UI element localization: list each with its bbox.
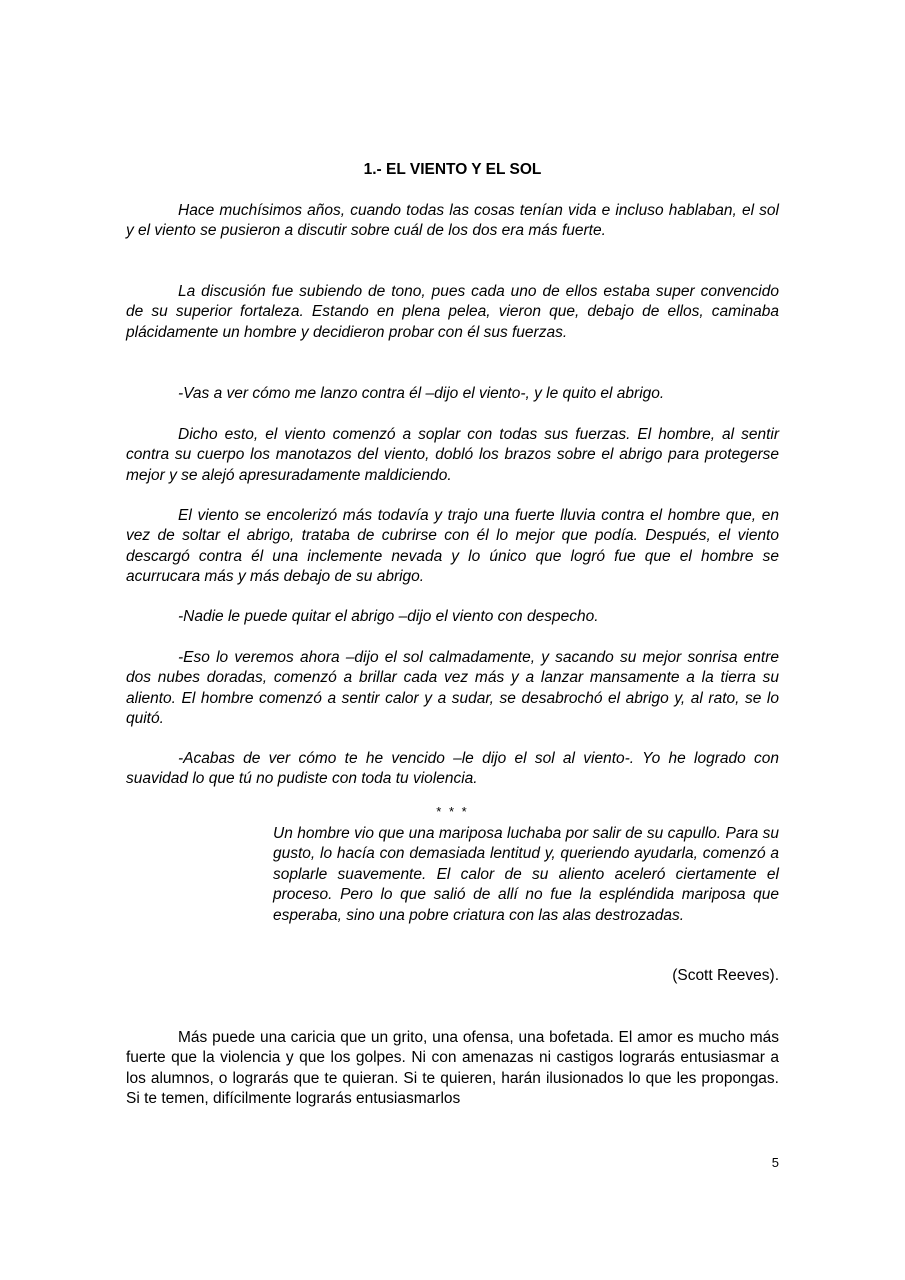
quote-block: Un hombre vio que una mariposa luchaba por salir de su capullo. Para su gusto, lo hacía con demasiada lentitud y, queriendo ayudarla, comenzó a soplarle suavemente. El calor de su aliento aceleró ciertamente el proceso. Pero lo que salió de allí no fue la espléndida mariposa que esperaba, sino una pobre criatura con las alas destrozadas.: [273, 825, 779, 924]
paragraph-4: Dicho esto, el viento comenzó a soplar con todas sus fuerzas. El hombre, al sentir contra su cuerpo los manotazos del viento, dobló los brazos sobre el abrigo para protegerse mejor y se alejó apresuradamente maldiciendo.: [126, 426, 779, 484]
paragraph-2: La discusión fue subiendo de tono, pues cada uno de ellos estaba super convencido de su superior fortaleza. Estando en plena pelea, vieron que, debajo de ellos, caminaba plácidamente un hombre y decidieron probar con él sus fuerzas.: [126, 283, 779, 341]
paragraph-1: Hace muchísimos años, cuando todas las cosas tenían vida e incluso hablaban, el sol y el viento se pusieron a discutir sobre cuál de los dos era más fuerte.: [126, 202, 779, 240]
paragraph-3: -Vas a ver cómo me lanzo contra él –dijo el viento-, y le quito el abrigo.: [178, 385, 665, 402]
chapter-title: 1.- EL VIENTO Y EL SOL: [363, 161, 542, 178]
paragraph-7: -Eso lo veremos ahora –dijo el sol calmadamente, y sacando su mejor sonrisa entre dos nubes doradas, comenzó a brillar cada vez más y a lanzar mansamente a la tierra su aliento. El hombre comenzó a sentir calor y a sudar, se desabrochó el abrigo y, al rato, se lo quitó.: [126, 649, 779, 728]
quote-attribution: (Scott Reeves).: [672, 967, 779, 984]
paragraph-5: El viento se encolerizó más todavía y trajo una fuerte lluvia contra el hombre que, en vez de soltar el abrigo, trataba de cubrirse con él lo mejor que podía. Después, el viento descargó contra él una inclemente nevada y lo único que logró fue que el hombre se acurrucara más y más debajo de su abrigo.: [126, 507, 779, 586]
section-separator: * * *: [436, 804, 469, 819]
paragraph-6: -Nadie le puede quitar el abrigo –dijo el viento con despecho.: [178, 608, 599, 625]
closing-paragraph: Más puede una caricia que un grito, una ofensa, una bofetada. El amor es mucho más fuerte que la violencia y que los golpes. Ni con amenazas ni castigos lograrás entusiasmar a los alumnos, o lograrás que te quieran. Si te quieren, harán ilusionados lo que les propongas. Si te temen, difícilmente lograrás entusiasmarlos: [126, 1029, 779, 1108]
page-number: 5: [771, 1155, 779, 1170]
paragraph-8: -Acabas de ver cómo te he vencido –le dijo el sol al viento-. Yo he logrado con suavidad lo que tú no pudiste con toda tu violencia.: [126, 750, 779, 788]
